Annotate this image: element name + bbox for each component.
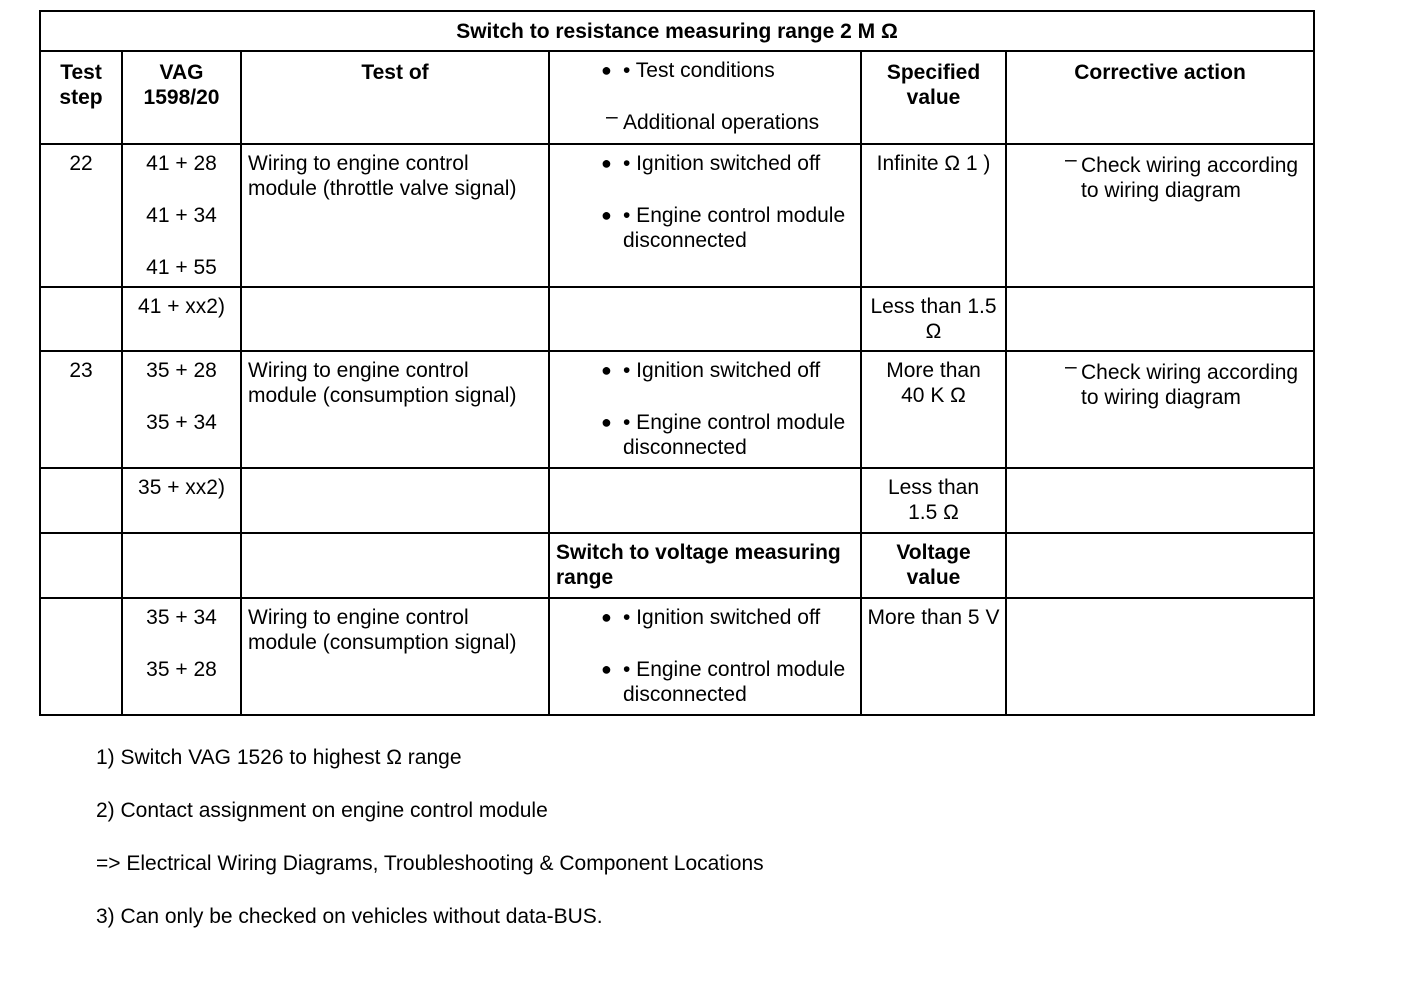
corrective-action-cell — [1006, 468, 1314, 533]
header-vag: VAG 1598/20 — [122, 51, 241, 144]
voltage-header-row — [40, 533, 1314, 598]
corrective-action-cell — [1006, 598, 1314, 715]
header-conditions: ● • Test conditions – Additional operations — [549, 51, 861, 144]
footnote: 2) Contact assignment on engine control module — [96, 799, 548, 822]
test-specification-table — [39, 10, 1315, 716]
vag-cell: 35 + 34 35 + 28 — [122, 598, 241, 715]
bullet-icon: ● — [601, 205, 612, 225]
table-title: Switch to resistance measuring range 2 M Ω — [40, 11, 1314, 51]
table-row — [40, 468, 1314, 533]
bullet-icon: ● — [601, 607, 612, 627]
conditions-cell: ● • Ignition switched off ● • Engine control module disconnected — [549, 351, 861, 468]
voltage-range-label: Switch to voltage measuring range — [549, 533, 861, 598]
table-row — [40, 287, 1314, 351]
conditions-cell: ● • Ignition switched off ● • Engine control module disconnected — [549, 144, 861, 287]
table-title-row — [40, 11, 1314, 51]
bullet-icon: ● — [601, 60, 612, 80]
test-of-cell: Wiring to engine control module (consumption signal) — [241, 598, 549, 715]
dash-icon: – — [1065, 355, 1077, 378]
voltage-value-label: Voltage value — [861, 533, 1006, 598]
test-step-cell: 23 — [40, 351, 122, 468]
vag-cell: 41 + xx2) — [122, 287, 241, 351]
footnote: => Electrical Wiring Diagrams, Troubleshooting & Component Locations — [96, 852, 764, 875]
footnotes — [96, 745, 764, 957]
corrective-action-cell — [1006, 287, 1314, 351]
table-row — [40, 351, 1314, 468]
bullet-icon: ● — [601, 659, 612, 679]
header-specified-value: Specified value — [861, 51, 1006, 144]
bullet-icon: ● — [601, 360, 612, 380]
test-step-cell — [40, 287, 122, 351]
specified-value-cell: Less than 1.5 Ω — [861, 468, 1006, 533]
bullet-icon: ● — [601, 412, 612, 432]
test-of-cell — [241, 287, 549, 351]
header-corrective-action: Corrective action — [1006, 51, 1314, 144]
header-test-of: Test of — [241, 51, 549, 144]
specified-value-cell: More than 5 V — [861, 598, 1006, 715]
test-of-cell: Wiring to engine control module (throttle valve signal) — [241, 144, 549, 287]
header-test-step: Test step — [40, 51, 122, 144]
specified-value-cell: Infinite Ω 1 ) — [861, 144, 1006, 287]
test-step-cell: 22 — [40, 144, 122, 287]
vag-cell: 35 + 28 35 + 34 — [122, 351, 241, 468]
conditions-cell — [549, 468, 861, 533]
conditions-cell — [549, 287, 861, 351]
test-step-cell — [40, 468, 122, 533]
vag-cell: 41 + 28 41 + 34 41 + 55 — [122, 144, 241, 287]
dash-icon: – — [1065, 148, 1077, 171]
conditions-cell: ● • Ignition switched off ● • Engine control module disconnected — [549, 598, 861, 715]
dash-icon: – — [606, 105, 618, 128]
table-row — [40, 144, 1314, 287]
test-step-cell — [40, 598, 122, 715]
corrective-action-cell: – Check wiring according to wiring diagram — [1006, 351, 1314, 468]
specified-value-cell: More than 40 K Ω — [861, 351, 1006, 468]
corrective-action-cell: – Check wiring according to wiring diagram — [1006, 144, 1314, 287]
specified-value-cell: Less than 1.5 Ω — [861, 287, 1006, 351]
test-of-cell — [241, 468, 549, 533]
footnote: 3) Can only be checked on vehicles without data-BUS. — [96, 905, 603, 928]
footnote: 1) Switch VAG 1526 to highest Ω range — [96, 746, 462, 769]
bullet-icon: ● — [601, 153, 612, 173]
table-header-row — [40, 51, 1314, 144]
vag-cell: 35 + xx2) — [122, 468, 241, 533]
table-row — [40, 598, 1314, 715]
test-of-cell: Wiring to engine control module (consumption signal) — [241, 351, 549, 468]
